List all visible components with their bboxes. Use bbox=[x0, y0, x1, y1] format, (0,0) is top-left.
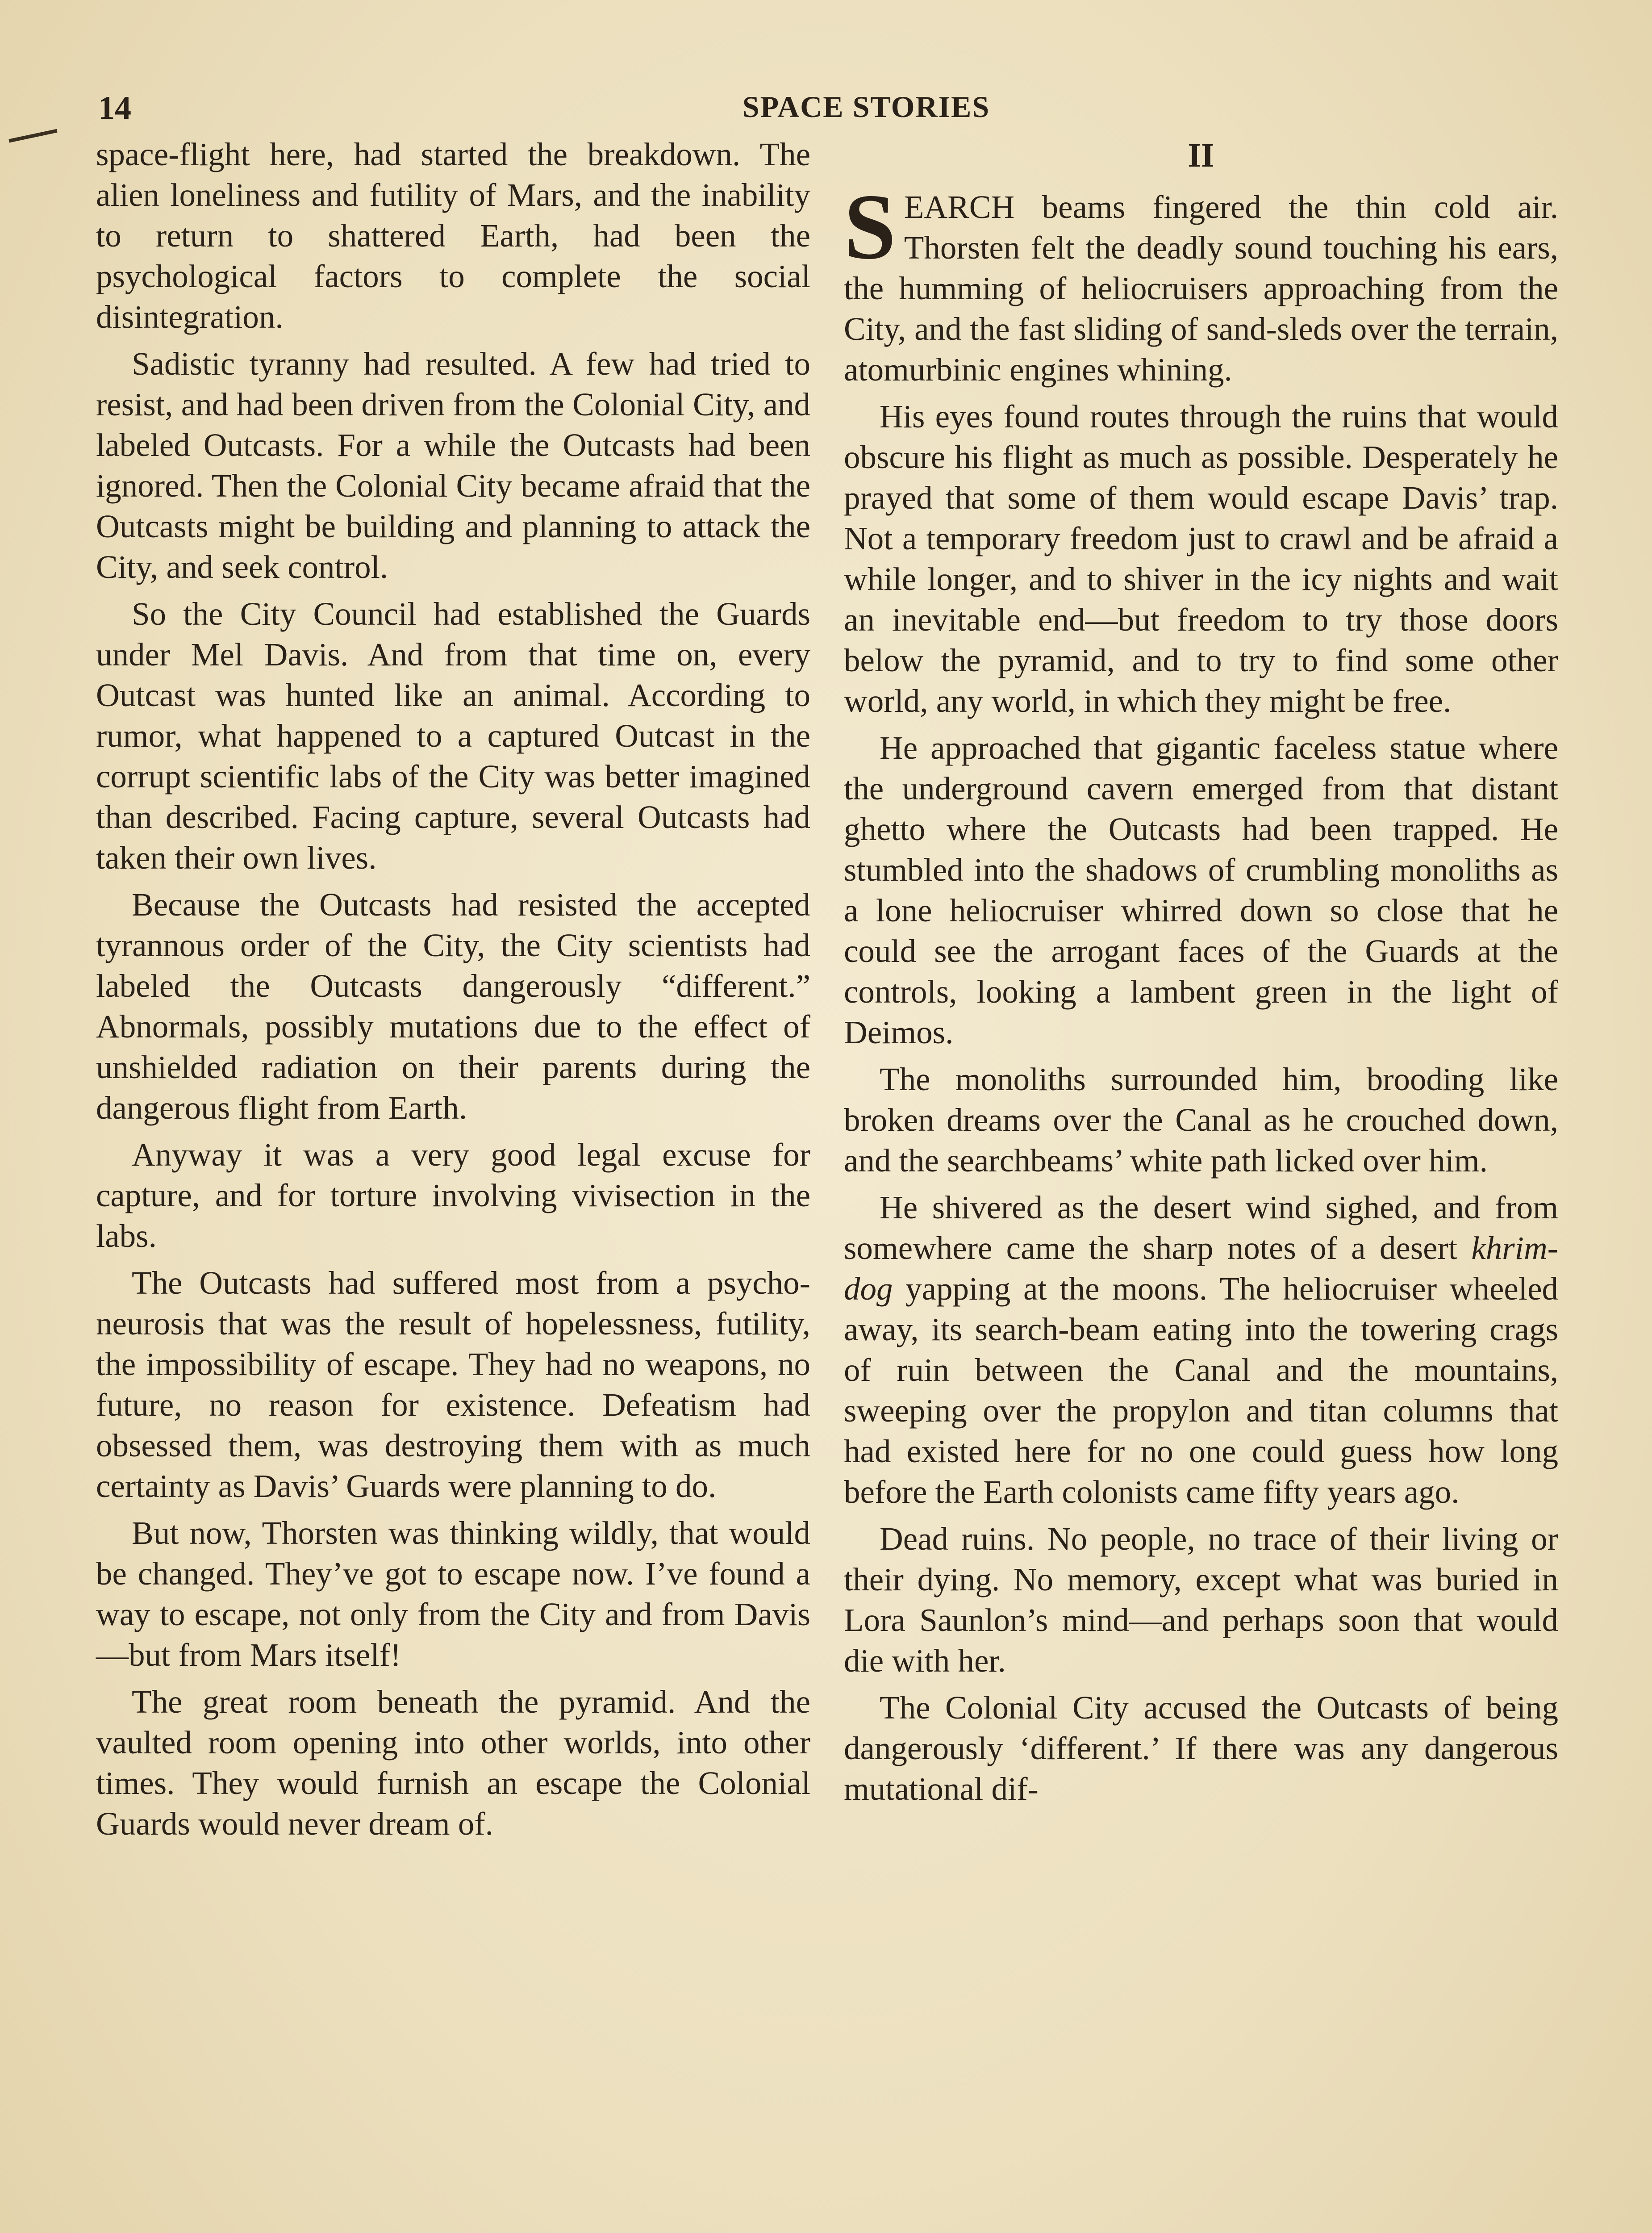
paragraph: Because the Outcasts had resisted the accepted tyrannous order of the City, the City scientists had labeled the Outcasts dangerously “different.” Abnormals, possibly mutations due to the effect of unshielded radiation on their parents during the dangerous flight from Earth. bbox=[96, 887, 810, 1126]
paragraph: His eyes found routes through the ruins that would obscure his flight as much as possible. Desperately he prayed that some of them would escape Davis’ trap. Not a temporary freedom just to crawl and be afraid a while longer, and to shiver in the icy nights and wait an inevitable end—but freedom to try those doors below the pyramid, and to try to find some other world, any world, in which they might be free. bbox=[844, 398, 1558, 719]
paragraph: He approached that gigantic faceless statue where the underground cavern emerged from that distant ghetto where the Outcasts had been trapped. He stumbled into the shadows of crumbling monoliths as a lone heliocruiser whirred down so close that he could see the arrogant faces of the Guards at the controls, looking a lambent green in the light of Deimos. bbox=[844, 730, 1558, 1050]
paragraph: Anyway it was a very good legal excuse for capture, and for torture involving vivisection in the labs. bbox=[96, 1137, 810, 1254]
paragraph: The monoliths surrounded him, brooding like broken dreams over the Canal as he crouched down, and the searchbeams’ white path licked over him. bbox=[844, 1061, 1558, 1179]
section-number: II bbox=[1188, 137, 1214, 174]
italic-term: khrim-dog bbox=[844, 1230, 1558, 1307]
paragraph: So the City Council had established the Guards under Mel Davis. And from that time on, every Outcast was hunted like an animal. According to rumor, what happened to a captured Outcast in the corrupt scientific labs of the City was better imagined than described. Facing capture, several Outcasts had taken their own lives. bbox=[96, 596, 810, 876]
page-number: 14 bbox=[98, 90, 131, 126]
text-run: He shivered as the desert wind sighed, and from somewhere came the sharp notes of a desert bbox=[844, 1189, 1558, 1266]
paragraph: space-flight here, had started the breakdown. The alien loneliness and futility of Mars, and the inability to return to shattered Earth, had been the psychological factors to complete the social disintegration. bbox=[96, 136, 810, 335]
drop-cap: S bbox=[844, 175, 896, 279]
left-column bbox=[96, 134, 810, 1850]
right-column bbox=[844, 134, 1558, 1815]
opening-text: EARCH beams fingered the thin cold air. Thorsten felt the deadly sound touching his ears, the humming of heliocruisers approaching from the City, and the fast sliding of sand-sleds over the terrain, atomurbinic engines whining. bbox=[844, 189, 1558, 388]
paragraph: The great room beneath the pyramid. And the vaulted room opening into other worlds, into other times. They would furnish an escape the Colonial Guards would never dream of. bbox=[96, 1684, 810, 1842]
paragraph: The Colonial City accused the Outcasts of being dangerously ‘different.’ If there was any dangerous mutational dif- bbox=[844, 1689, 1558, 1807]
paragraph: Sadistic tyranny had resulted. A few had tried to resist, and had been driven from the Colonial City, and labeled Outcasts. For a while the Outcasts had been ignored. Then the Colonial City became afraid that the Outcasts might be building and planning to attack the City, and seek control. bbox=[96, 346, 810, 585]
paragraph: The Outcasts had suffered most from a psycho-neurosis that was the result of hopelessness, futility, the impossibility of escape. They had no weapons, no future, no reason for existence. Defeatism had obsessed them, was destroying them with as much certainty as Davis’ Guards were planning to do. bbox=[96, 1265, 810, 1504]
ink-mark bbox=[8, 129, 58, 147]
text-run: yapping at the moons. The heliocruiser wheeled away, its search-beam eating into the towering crags of ruin between the Canal and the mountains, sweeping over the propylon and titan columns that had existed here for no one could guess how long before the Earth colonists came fifty years ago. bbox=[844, 1271, 1558, 1510]
running-title: SPACE STORIES bbox=[742, 90, 990, 124]
paragraph-khrim bbox=[844, 1187, 1558, 1512]
paragraph: But now, Thorsten was thinking wildly, that would be changed. They’ve got to escape now. I’ve found a way to escape, not only from the City and from Davis—but from Mars itself! bbox=[96, 1515, 810, 1673]
paragraph: Dead ruins. No people, no trace of their living or their dying. No memory, except what was buried in Lora Saunlon’s mind—and perhaps soon that would die with her. bbox=[844, 1521, 1558, 1679]
opening-paragraph bbox=[844, 175, 1558, 390]
